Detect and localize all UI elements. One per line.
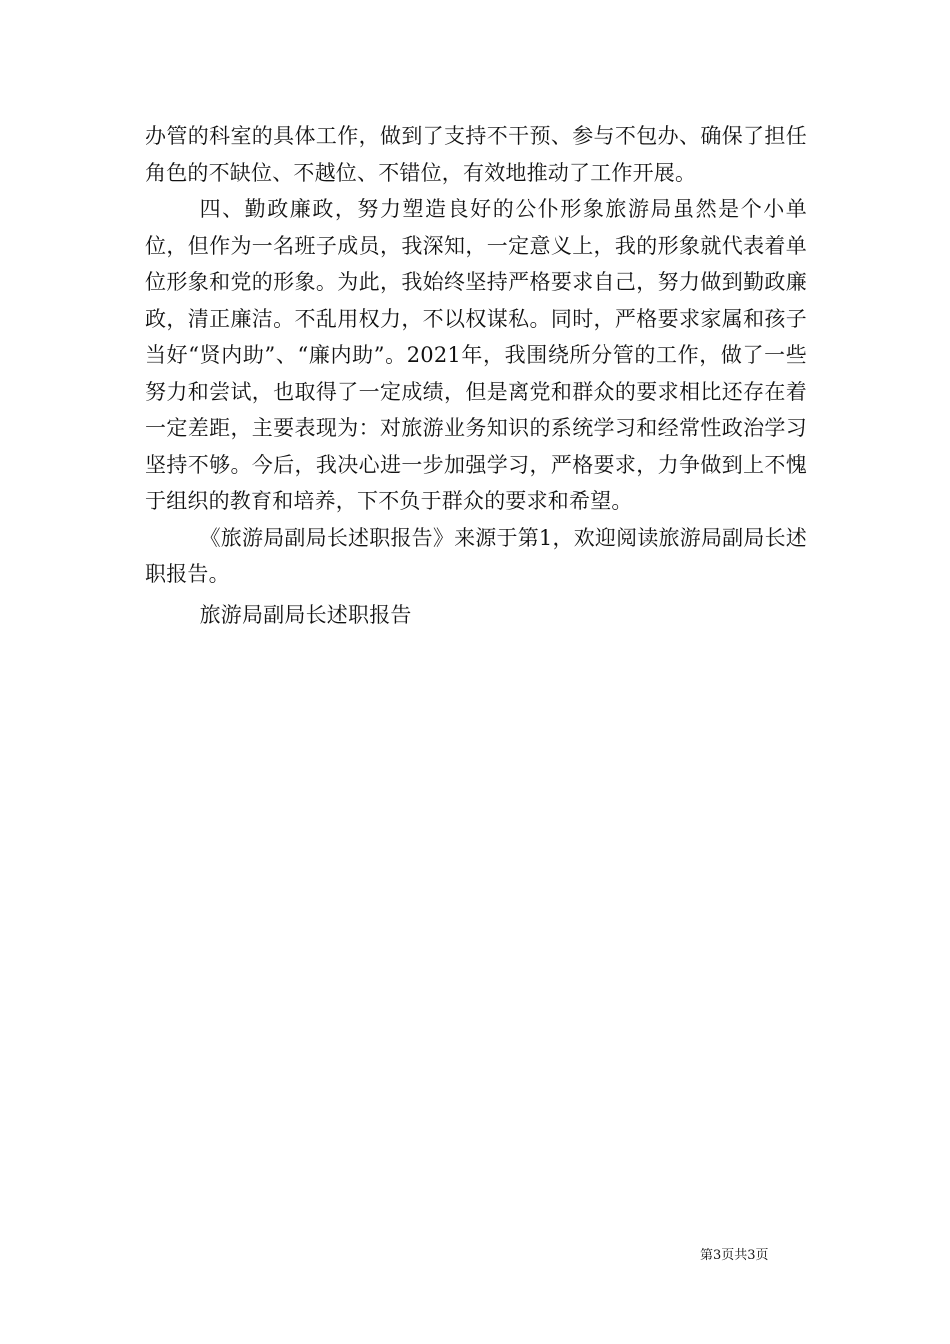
paragraph-source-note: 《旅游局副局长述职报告》来源于第1，欢迎阅读旅游局副局长述职报告。 bbox=[145, 525, 807, 586]
document-body bbox=[145, 118, 807, 633]
page-number-footer: 第3页共3页 bbox=[700, 1248, 769, 1263]
paragraph-continuation: 办管的科室的具体工作，做到了支持不干预、参与不包办、确保了担任角色的不缺位、不越位、不错位，有效地推动了工作开展。 bbox=[145, 124, 807, 185]
paragraph-section-four: 四、勤政廉政，努力塑造良好的公仆形象旅游局虽然是个小单位，但作为一名班子成员，我深知，一定意义上，我的形象就代表着单位形象和党的形象。为此，我始终坚持严格要求自己，努力做到勤政廉政，清正廉洁。不乱用权力，不以权谋私。同时，严格要求家属和孩子当好“贤内助”、“廉内助”。2021年，我围绕所分管的工作，做了一些努力和尝试，也取得了一定成绩，但是离党和群众的要求相比还存在着一定差距，主要表现为：对旅游业务知识的系统学习和经常性政治学习坚持不够。今后，我决心进一步加强学习，严格要求，力争做到上不愧于组织的教育和培养，下不负于群众的要求和希望。 bbox=[145, 197, 807, 513]
document-title-line: 旅游局副局长述职报告 bbox=[199, 602, 412, 627]
